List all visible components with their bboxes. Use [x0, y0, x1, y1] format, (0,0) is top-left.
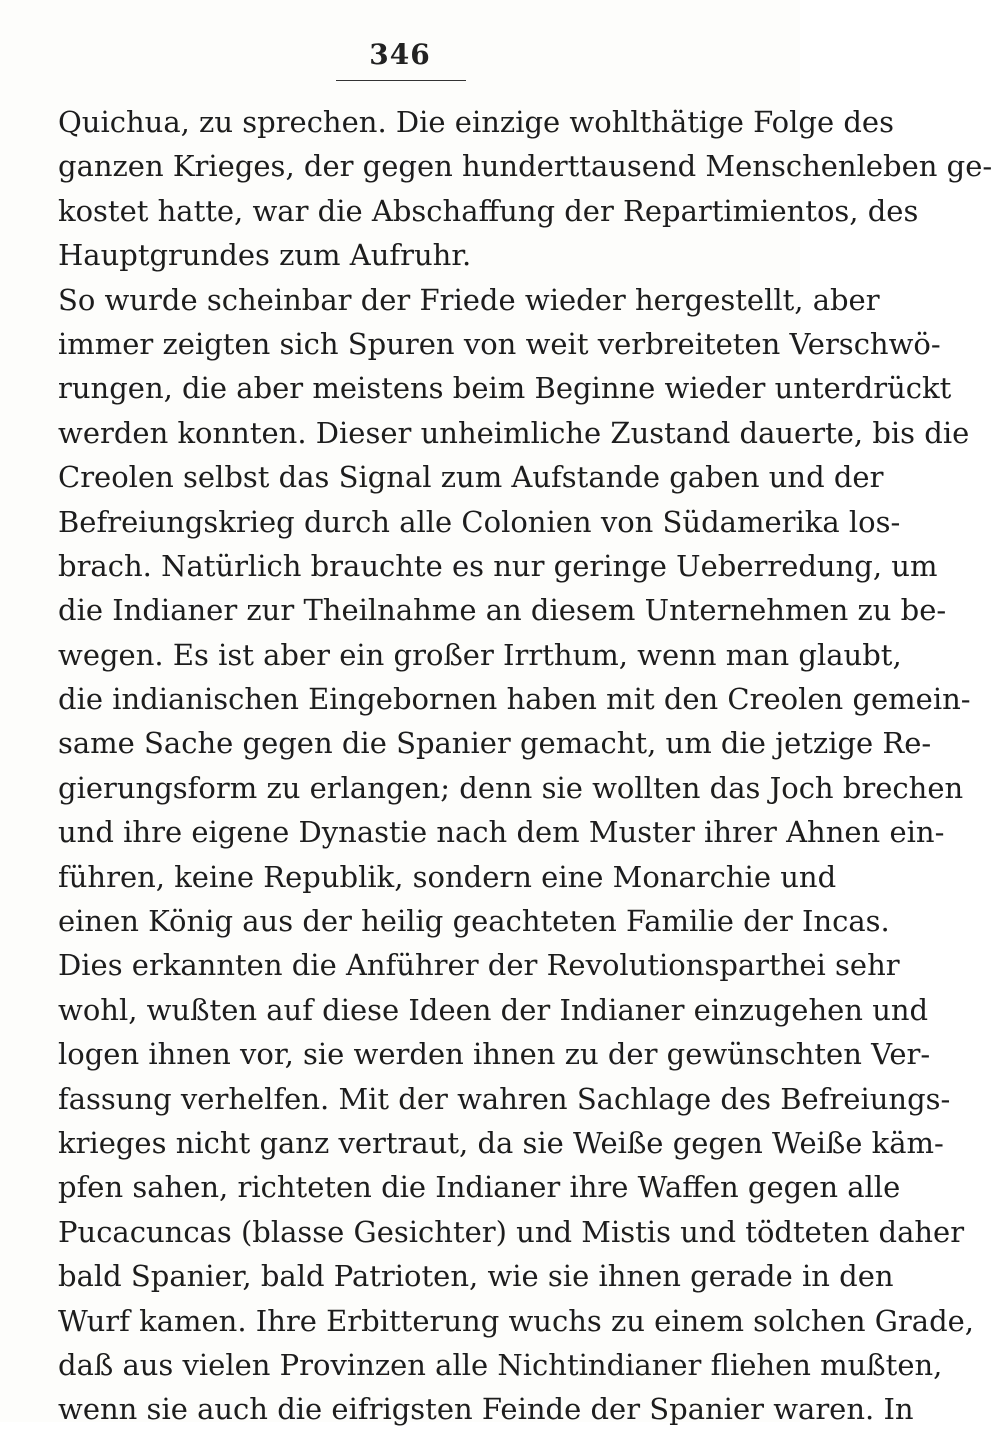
text-line: Wurf kamen. Ihre Erbitterung wuchs zu einem solchen Grade,: [58, 1303, 975, 1338]
text-line: Dies erkannten die Anführer der Revolutionsparthei sehr: [58, 948, 900, 983]
text-line: werden konnten. Dieser unheimliche Zustand dauerte, bis die: [58, 415, 970, 450]
page-number: 346: [369, 38, 431, 71]
text-line: und ihre eigene Dynastie nach dem Muster ihrer Ahnen ein-: [58, 815, 945, 850]
text-line: wegen. Es ist aber ein großer Irrthum, wenn man glaubt,: [58, 637, 902, 672]
text-line: immer zeigten sich Spuren von weit verbreiteten Verschwö-: [58, 326, 941, 361]
text-line: daß aus vielen Provinzen alle Nichtindianer fliehen mußten,: [58, 1347, 943, 1382]
text-line: So wurde scheinbar der Friede wieder hergestellt, aber: [58, 282, 880, 317]
page-number-rule: [336, 80, 466, 81]
text-line: Creolen selbst das Signal zum Aufstande gaben und der: [58, 460, 884, 495]
text-line: führen, keine Republik, sondern eine Monarchie und: [58, 859, 837, 894]
text-line: ganzen Krieges, der gegen hunderttausend Menschenleben ge-: [58, 149, 992, 184]
text-line: logen ihnen vor, sie werden ihnen zu der gewünschten Ver-: [58, 1037, 931, 1072]
body-text: [58, 100, 992, 1432]
text-line: pfen sahen, richteten die Indianer ihre Waffen gegen alle: [58, 1170, 901, 1205]
text-line: krieges nicht ganz vertraut, da sie Weiße gegen Weiße käm-: [58, 1125, 944, 1160]
text-line: gierungsform zu erlangen; denn sie wollten das Joch brechen: [58, 770, 964, 805]
text-line: die indianischen Eingebornen haben mit den Creolen gemein-: [58, 682, 971, 717]
text-line: wohl, wußten auf diese Ideen der Indianer einzugehen und: [58, 992, 929, 1027]
text-line: same Sache gegen die Spanier gemacht, um die jetzige Re-: [58, 726, 932, 761]
text-line: brach. Natürlich brauchte es nur geringe Ueberredung, um: [58, 548, 938, 583]
text-line: wenn sie auch die eifrigsten Feinde der Spanier waren. In: [58, 1392, 914, 1427]
text-line: einen König aus der heilig geachteten Familie der Incas.: [58, 904, 890, 939]
text-line: Hauptgrundes zum Aufruhr.: [58, 238, 472, 273]
text-line: die Indianer zur Theilnahme an diesem Unternehmen zu be-: [58, 593, 947, 628]
text-line: Pucacuncas (blasse Gesichter) und Mistis und tödteten daher: [58, 1214, 965, 1249]
text-line: kostet hatte, war die Abschaffung der Repartimientos, des: [58, 193, 919, 228]
text-line: Quichua, zu sprechen. Die einzige wohlthätige Folge des: [58, 105, 894, 139]
text-line: fassung verhelfen. Mit der wahren Sachlage des Befreiungs-: [58, 1081, 951, 1116]
text-line: rungen, die aber meistens beim Beginne wieder unterdrückt: [58, 371, 952, 406]
text-line: bald Spanier, bald Patrioten, wie sie ihnen gerade in den: [58, 1259, 894, 1294]
text-line: Befreiungskrieg durch alle Colonien von Südamerika los-: [58, 504, 901, 539]
